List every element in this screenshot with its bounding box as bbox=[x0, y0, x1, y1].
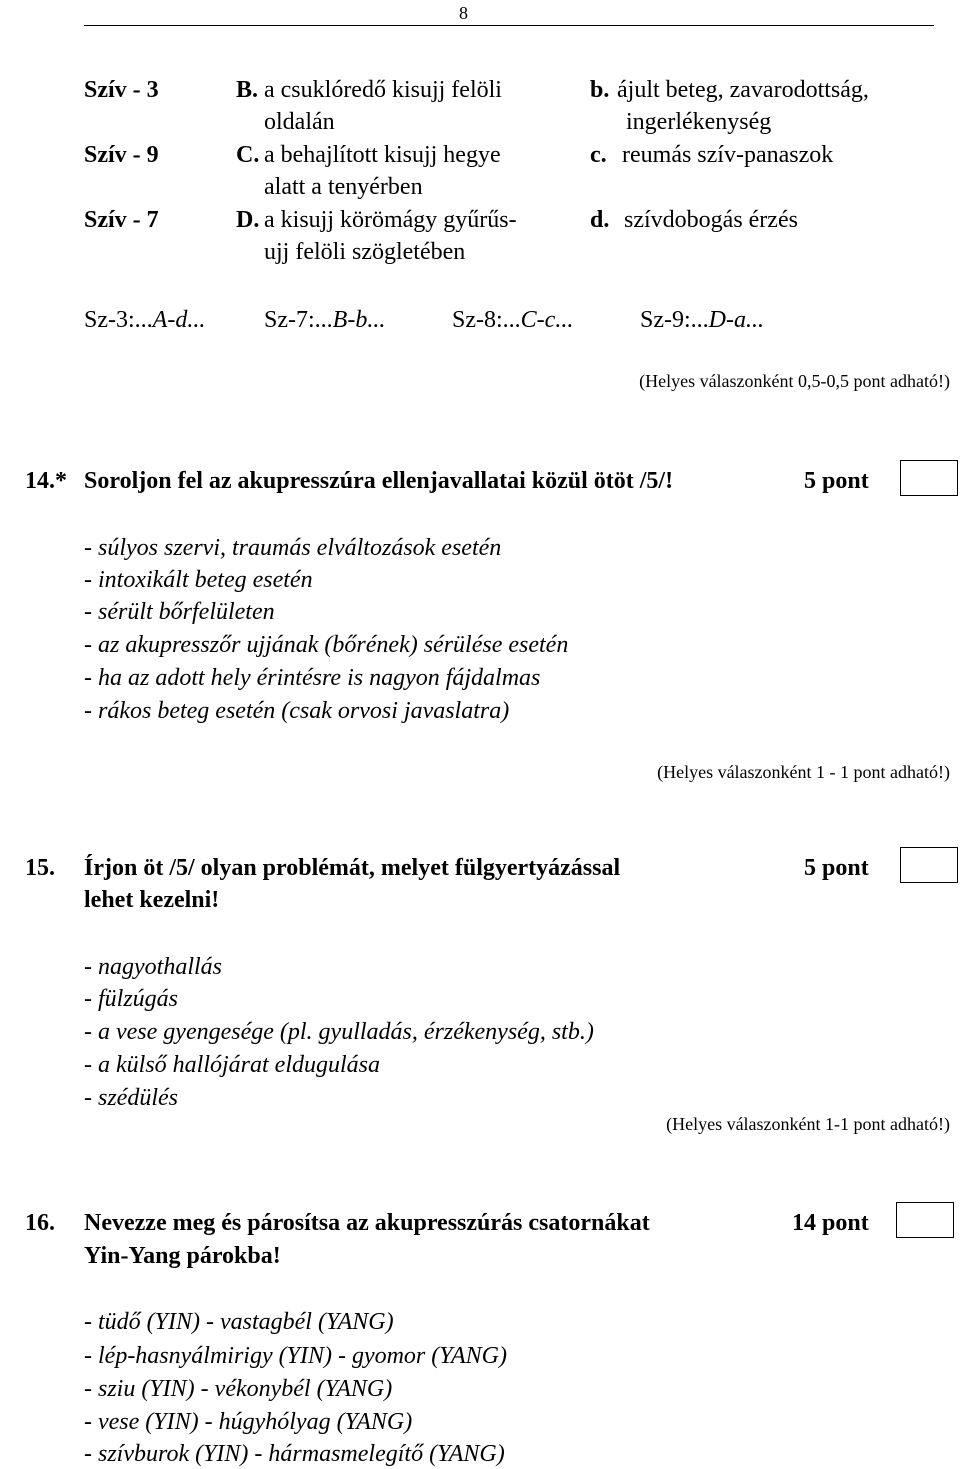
location-text-cont: alatt a tenyérben bbox=[264, 174, 423, 200]
acupoint-label: Szív - 7 bbox=[84, 207, 159, 233]
list-item: - a külső hallójárat eldugulása bbox=[84, 1052, 380, 1078]
answer-item: Sz-3:...A-d... bbox=[84, 307, 206, 333]
list-item: - ha az adott hely érintésre is nagyon fájdalmas bbox=[84, 665, 541, 691]
list-item: - fülzúgás bbox=[84, 986, 179, 1012]
list-item: - intoxikált beteg esetén bbox=[84, 567, 313, 593]
acupoint-label: Szív - 9 bbox=[84, 142, 159, 168]
location-text: a behajlított kisujj hegye bbox=[264, 142, 501, 168]
question-number: 14.* bbox=[25, 468, 67, 494]
question-number: 16. bbox=[25, 1210, 55, 1236]
question-points: 14 pont bbox=[792, 1210, 869, 1236]
scoring-note: (Helyes válaszonként 0,5-0,5 pont adható!) bbox=[639, 371, 950, 391]
answer-item: Sz-7:...B-b... bbox=[264, 307, 386, 333]
question-text: Nevezze meg és párosítsa az akupresszúrás csatornákat bbox=[84, 1210, 650, 1236]
location-text: a kisujj körömágy gyűrűs- bbox=[264, 207, 517, 233]
answer-item: Sz-9:...D-a... bbox=[640, 307, 764, 333]
scoring-note: (Helyes válaszonként 1 - 1 pont adható!) bbox=[657, 762, 950, 782]
question-text-cont: Yin-Yang párokba! bbox=[84, 1243, 281, 1269]
symptom-text: ájult beteg, zavarodottság, bbox=[617, 77, 869, 103]
list-item: - lép-hasnyálmirigy (YIN) - gyomor (YANG) bbox=[84, 1343, 507, 1369]
symptom-text: reumás szív-panaszok bbox=[622, 142, 834, 168]
symptom-letter: c. bbox=[590, 142, 607, 168]
location-letter: B. bbox=[236, 77, 259, 103]
symptom-letter: d. bbox=[590, 207, 610, 233]
symptom-text-cont: ingerlékenység bbox=[626, 109, 772, 135]
list-item: - nagyothallás bbox=[84, 954, 222, 980]
list-item: - sérült bőrfelületen bbox=[84, 599, 275, 625]
question-number: 15. bbox=[25, 855, 55, 881]
location-text-cont: oldalán bbox=[264, 109, 335, 135]
list-item: - sziu (YIN) - vékonybél (YANG) bbox=[84, 1376, 393, 1402]
list-item: - súlyos szervi, traumás elváltozások esetén bbox=[84, 535, 502, 561]
question-points: 5 pont bbox=[804, 855, 869, 881]
question-text-cont: lehet kezelni! bbox=[84, 887, 220, 913]
list-item: - rákos beteg esetén (csak orvosi javaslatra) bbox=[84, 698, 510, 724]
list-item: - vese (YIN) - húgyhólyag (YANG) bbox=[84, 1409, 413, 1435]
answer-item: Sz-8:...C-c... bbox=[452, 307, 574, 333]
question-text: Soroljon fel az akupresszúra ellenjavallatai közül ötöt /5/! bbox=[84, 468, 674, 494]
header-rule bbox=[84, 25, 934, 26]
score-box[interactable] bbox=[896, 1202, 954, 1238]
list-item: - szédülés bbox=[84, 1085, 178, 1111]
score-box[interactable] bbox=[900, 460, 958, 496]
list-item: - az akupresszőr ujjának (bőrének) sérülése esetén bbox=[84, 632, 569, 658]
question-text: Írjon öt /5/ olyan problémát, melyet fülgyertyázással bbox=[84, 855, 621, 881]
page-number: 8 bbox=[459, 3, 468, 23]
acupoint-label: Szív - 3 bbox=[84, 77, 159, 103]
location-letter: D. bbox=[236, 207, 260, 233]
list-item: - szívburok (YIN) - hármasmelegítő (YANG) bbox=[84, 1441, 505, 1467]
scoring-note: (Helyes válaszonként 1-1 pont adható!) bbox=[666, 1114, 950, 1134]
question-points: 5 pont bbox=[804, 468, 869, 494]
symptom-text: szívdobogás érzés bbox=[624, 207, 798, 233]
symptom-letter: b. bbox=[590, 77, 610, 103]
score-box[interactable] bbox=[900, 847, 958, 883]
location-text: a csuklóredő kisujj felöli bbox=[264, 77, 502, 103]
location-letter: C. bbox=[236, 142, 260, 168]
list-item: - a vese gyengesége (pl. gyulladás, érzékenység, stb.) bbox=[84, 1019, 594, 1045]
location-text-cont: ujj felöli szögletében bbox=[264, 239, 466, 265]
list-item: - tüdő (YIN) - vastagbél (YANG) bbox=[84, 1309, 394, 1335]
